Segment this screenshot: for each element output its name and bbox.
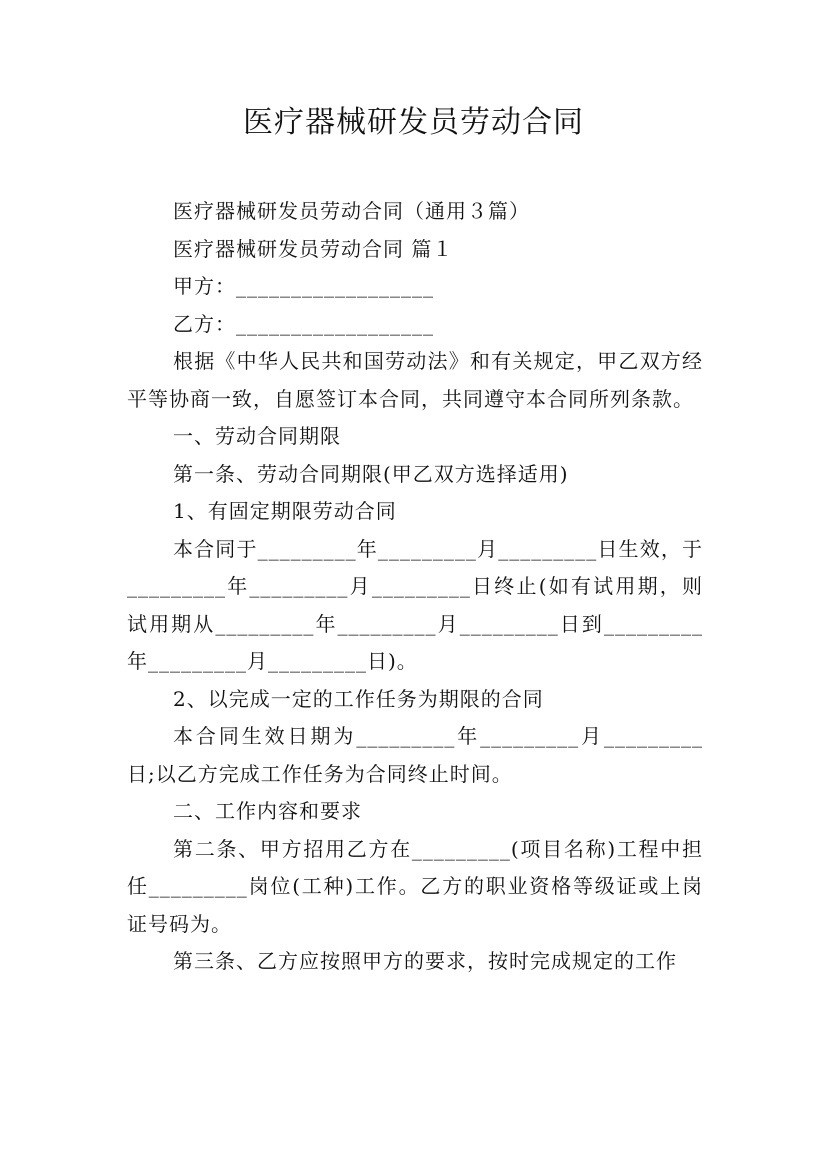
article-1-paragraph: 第一条、劳动合同期限(甲乙双方选择适用) [173,461,569,486]
party-a-line: 甲方：__________________ [173,274,434,298]
party-b-line: 乙方：__________________ [173,311,434,336]
document-body [127,193,703,981]
chapter-1-heading: 一、劳动合同期限 [173,424,341,448]
document-title: 医疗器械研发员劳动合同 [243,105,584,140]
item-2-body: 本合同生效日期为_________年_________月_________日;以乙方完成工作任务为合同终止时间。 [127,724,703,786]
article-2-paragraph: 第二条、甲方招用乙方在_________(项目名称)工程中担任_________岗位(工种)工作。乙方的职业资格等级证或上岗证号码为。 [127,836,703,936]
item-1-heading: 1、有固定期限劳动合同 [173,499,397,523]
item-2-heading: 2、以完成一定的工作任务为期限的合同 [173,686,544,711]
item-1-body: 本合同于_________年_________月_________日生效，于_________年_________月_________日终止(如有试用期，则试用期从_________年_________月_________日到_________年_________月_________日)。 [127,536,703,673]
section-heading: 医疗器械研发员劳动合同 篇１ [173,236,454,261]
preamble-paragraph: 根据《中华人民共和国劳动法》和有关规定，甲乙双方经平等协商一致，自愿签订本合同，共同遵守本合同所列条款。 [127,349,703,411]
subtitle-paragraph: 医疗器械研发员劳动合同（通用３篇） [173,199,530,223]
chapter-2-heading: 二、工作内容和要求 [173,799,362,823]
article-3-paragraph: 第三条、乙方应按照甲方的要求，按时完成规定的工作 [173,949,677,973]
